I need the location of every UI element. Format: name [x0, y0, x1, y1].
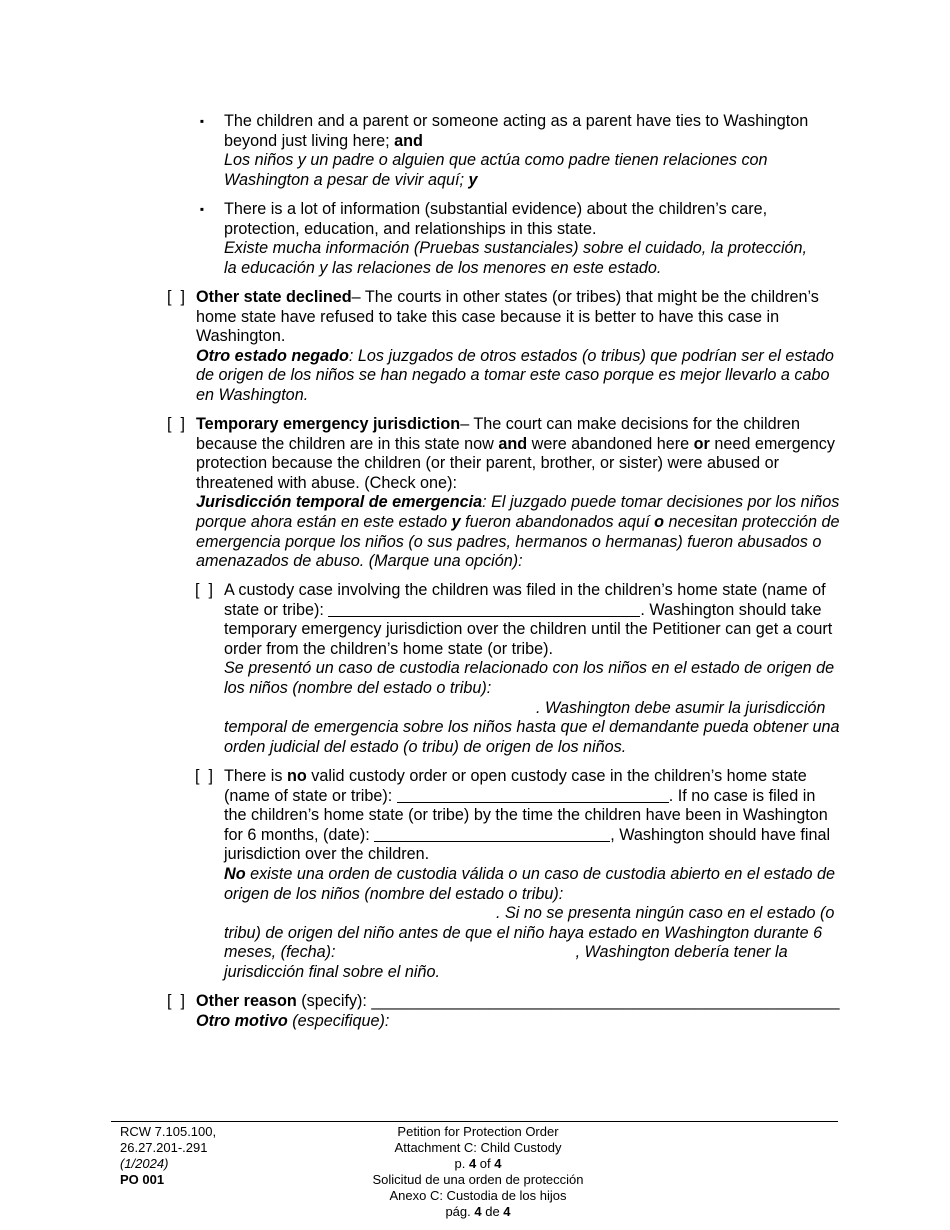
footer-form-title-es: Solicitud de una orden de protección [372, 1172, 584, 1187]
option-text-es: Jurisdicción temporal de emergencia: El juzgado puede tomar decisiones por los niños porque ahora están en este estado y fueron abandonados aquí o necesitan protección de emergencia porque los niños (o sus padres, hermanos o hermanas) fueron abusados o amenazados de abuso. (Marque una opción): [196, 493, 840, 571]
bullet-ties-to-washington [199, 112, 824, 190]
checkbox-other-state-declined[interactable]: [ ] [167, 288, 185, 306]
suboption-custody-case-filed [195, 581, 841, 757]
suboption-text-en: A custody case involving the children was filed in the children’s home state (name of state or tribe): . Washington should take temporary emergency jurisdiction over the children until the Petitioner can get a court order from the children’s home state (or tribe). [224, 581, 833, 658]
home-state-field[interactable] [397, 787, 669, 803]
bullet-marker: ▪ [199, 114, 205, 128]
checkbox-temporary-emergency[interactable]: [ ] [167, 415, 185, 433]
option-text-en: Other state declined– The courts in other states (or tribes) that might be the children’s home state have refused to take this case because it is better to have this case in Washington. [196, 288, 819, 346]
suboption-text-es: No existe una orden de custodia válida o un caso de custodia abierto en el estado de origen de los niños (nombre del estado o tribu): . Si no se presenta ningún caso en el estado (o tribu) de origen del niño antes de que el niño haya estado en Washington durante 6 meses, (fecha): , Washington debería tener la jurisdicción final sobre el niño. [224, 864, 836, 981]
suboption-text-es: Se presentó un caso de custodia relacionado con los niños en el estado de origen de los niños (nombre del estado o tribu): . Washington debe asumir la jurisdicción temporal de emergencia sobre los niños hasta que el demandante pueda obtener una orden judicial del estado (o tribu) de origen de los niños. [224, 659, 840, 756]
suboption-no-valid-custody-order [195, 767, 841, 983]
option-text-en: Temporary emergency jurisdiction– The court can make decisions for the children because the children are in this state now and were abandoned here or need emergency protection because the children (or their parent, brother, or sister) were abused or threatened with abuse. (Check one): [196, 415, 835, 492]
bullet-text-es: Existe mucha información (Pruebas sustanciales) sobre el cuidado, la protección, la educación y las relaciones de los menores en este estado. [224, 239, 808, 277]
footer-form-number: PO 001 [120, 1172, 165, 1187]
bullet-text-en: There is a lot of information (substantial evidence) about the children’s care, protection, education, and relationships in this state. [224, 200, 768, 238]
footer-rcw-line-1: RCW 7.105.100, [120, 1124, 217, 1139]
checkbox-no-valid-custody-order[interactable]: [ ] [195, 767, 213, 785]
option-other-reason [167, 992, 841, 1031]
date-field[interactable] [374, 826, 610, 842]
footer-form-title: Petition for Protection Order [397, 1124, 559, 1139]
checkbox-custody-case-filed[interactable]: [ ] [195, 581, 213, 599]
checkbox-other-reason[interactable]: [ ] [167, 992, 185, 1010]
option-other-state-declined [167, 288, 841, 406]
bullet-marker: ▪ [199, 202, 205, 216]
footer-center [330, 1124, 626, 1220]
bullet-text-es: Los niños y un padre o alguien que actúa como padre tienen relaciones con Washington a pesar de vivir aquí; y [224, 151, 768, 189]
footer-attachment-title-es: Anexo C: Custodia de los hijos [389, 1188, 567, 1203]
suboption-text-en: There is no valid custody order or open custody case in the children’s home state (name of state or tribe): . If no case is filed in the children’s home state (or tribe) by the time the children have been in Washington for 6 months, (date): , Washington should have final jurisdiction over the children. [224, 767, 831, 864]
option-text-es: Otro motivo (especifique): [196, 1011, 390, 1030]
footer-page-number: p. 4 of 4 [454, 1156, 502, 1171]
footer-page-number-es: pág. 4 de 4 [445, 1204, 511, 1219]
footer-attachment-title: Attachment C: Child Custody [394, 1140, 562, 1155]
option-text-es: Otro estado negado: Los juzgados de otros estados (o tribus) que podrían ser el estado de origen de los niños se han negado a tomar este caso porque es mejor llevarlo a cabo en Washington. [196, 346, 834, 404]
option-text-en: Other reason (specify): ____________________________________________________ [196, 992, 840, 1010]
bullet-text-en: The children and a parent or someone acting as a parent have ties to Washington beyond just living here; and [224, 112, 809, 150]
option-temporary-emergency-jurisdiction [167, 415, 841, 572]
other-reason-field[interactable]: ____________________________________________________ [371, 992, 840, 1010]
bullet-substantial-evidence [199, 200, 824, 278]
footer-revision-date: (1/2024) [120, 1156, 169, 1171]
home-state-field[interactable] [328, 601, 640, 617]
footer-rcw-line-2: 26.27.201-.291 [120, 1140, 208, 1155]
footer-divider [111, 1121, 838, 1122]
footer-left [120, 1124, 320, 1188]
